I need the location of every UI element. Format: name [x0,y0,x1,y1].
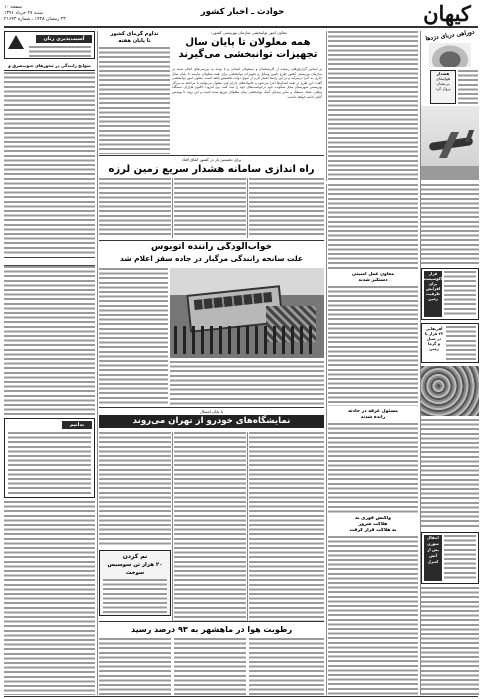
nem-box [99,550,171,616]
quake-text-3 [249,178,324,238]
right-box-2-labels [424,326,444,351]
right-box-1 [421,268,479,320]
right-box-3-line-4: آتش [428,553,438,558]
dardnameh-title: دوراهی دربای دزدها [425,28,475,43]
main-headline [172,37,324,61]
right-box-3-line-3: پس از [427,547,439,552]
right-col-head-1: معاون عمل امنیتی [351,272,395,277]
separator-bus [99,240,324,241]
main-headline-line-2: تجهیزات توانبخشی می‌گیرند [178,49,318,60]
right-box-2 [421,323,479,363]
dardnameh-sub-3: بی‌نشان [436,81,450,86]
right-box-1-line-2: اکوسیستم [422,276,442,281]
right-mid-text-top [328,31,418,181]
note-header: بدانیم [62,421,92,429]
tehran-kicker: با پایان امسال [200,409,223,414]
right-box-1-line-6: زمین [428,296,438,301]
col-divider-7 [247,432,248,622]
note-box [4,418,95,498]
dardnameh-sub-1: هشدار [436,71,450,76]
right-col-head-7: به هلاکت قرار گرفت [349,528,397,533]
airplane-photo [421,106,479,180]
issue-info [4,5,86,23]
crowd-photo [421,366,479,416]
clip-box [4,31,95,59]
left-column-text-2 [4,266,95,416]
bus-headline-line-1: خواب‌آلودگی راننده اتوبوس [151,242,272,252]
bottom-rule [4,696,478,697]
left-column-text-1 [4,72,95,255]
right-box-2-line-5: زمین [429,346,439,351]
issue-line-2: شنبه ۲۷ خرداد ۱۳۹۶ [4,11,44,16]
col-divider-6 [172,432,173,622]
col-divider-5 [420,31,421,695]
dardnameh-sub-4: پرواز کرد [435,86,451,91]
right-box-1-text [444,271,476,317]
col-divider-1 [97,31,98,695]
humidity-text-3 [249,638,324,695]
right-col-text-c [328,286,418,406]
clip-text [29,46,91,57]
main-kicker: معاون امور توانبخشی سازمان بهزیستی کشور: [211,30,287,35]
main-article-text: بر اساس گزارش‌های رسیده از کارشناسان و مسئولان استانی و با توجه به بررسی‌های انجام شده در سازمان بهزیستی کشور طرح تأمین وسایل و تجهیزات توانبخشی برای همه معلولان نیازمند تا پایان سال جاری به اجرا درمی‌آید و در این راستا اعتبار لازم از سوی دولت تخصیص یافته است. معاون امور توانبخشی گفت: این طرح در همه استان‌ها اجرا می‌شود و خانواده‌های دارای فرد معلول می‌توانند با مراجعه به مراکز بهزیستی شهرستان محل سکونت خود درخواست‌های خود را ثبت کنند. وی افزود: تاکنون هزاران دستگاه ویلچر، عصا، سمعک و سایر وسایل کمک توانبخشی میان معلولان توزیع شده است و این روند تا پوشش کامل ادامه خواهد داشت. [172,67,322,99]
center-left-text-1 [99,47,170,154]
right-col-head-5: واکنش فوری به [355,516,391,521]
note-text [8,432,91,495]
dardnameh-text [458,70,478,104]
right-box-1-line-5: ظرفیت [426,291,440,296]
left-subhead-1 [4,257,95,266]
tehran-headline: نمایشگاه‌های خودرو از تهران می‌روند [132,416,291,426]
right-col-text-e [421,419,479,529]
right-box-1-line-1: قرار [428,271,438,276]
side-top-line-1: تداوم گرمای کشور [110,31,159,37]
tehran-text-1 [99,432,171,547]
right-box-2-line-2: ۲۴ هزار تا [424,331,444,336]
tehran-text-3 [249,432,324,622]
dardnameh-sub-2: هواپیمای [435,76,451,81]
section-title: حوادث ـ اخبار کشور [200,7,285,17]
issue-line-3: ۲۳ رمضان ۱۴۳۸ ـ شماره ۲۱۶۴۳ [4,17,66,22]
right-box-3 [421,532,479,584]
bus-text-side [99,268,168,406]
right-box-3-text [444,535,476,581]
main-headline-line-1: همه معلولان تا پایان سال [185,37,311,48]
right-box-1-tab [424,271,442,317]
triangle-warning-icon [8,35,24,49]
right-box-1-line-4: افزایش [425,286,441,291]
bus-crash-photo [170,268,324,358]
dardnameh-art [429,43,471,67]
right-col-head-4: رانده شدند [360,415,386,420]
bus-text-under [170,361,324,406]
tehran-text-2 [174,432,246,622]
right-box-2-text [446,326,476,360]
humidity-text-1 [99,638,171,695]
col-divider-4 [326,184,327,695]
left-column-text-3 [4,501,95,695]
ground-strip [421,166,479,180]
right-col-head-2: دستگیر شدند [358,278,388,283]
people-silhouettes [174,326,314,354]
quake-headline: راه اندازی سامانه هشدار سریع زمین لرزه [108,164,315,175]
bus-headline [99,242,324,264]
side-top-headline [99,31,170,45]
right-box-2-line-4: و گرما [427,341,441,346]
clip-header: آسیب‌پذیری زنان [36,35,92,43]
quake-kicker: برای نخستین بار در کشور اتفاق افتاد [181,157,242,162]
right-col-text-b [421,184,479,266]
right-col-text-d [328,423,418,513]
col-divider-right [326,31,327,181]
humidity-headline: رطوبت هوا در ماهشهر به ۹۳ درصد رسید [130,625,293,634]
right-box-2-line-1: آفریقایی [425,326,443,331]
dardnameh-sub-box [430,70,456,104]
dardnameh-box [421,28,479,71]
col-divider-3 [247,178,248,238]
right-box-3-line-1: انتقال [427,535,439,540]
right-box-3-tab [424,535,442,581]
right-col-text-f [328,536,418,695]
health-header: سوانح رانندگی در محورهای جنوب‌شرق و [4,61,95,71]
right-col-head-6: هلاکت شرور [358,522,388,527]
side-top-line-2: تا پایان هفته [118,38,151,44]
col-divider-2 [172,178,173,238]
nem-title-2: ۲۰ هزار تن سوسیس [107,562,163,568]
right-box-1-line-3: برای [428,281,438,286]
bus-headline-line-2: علت سانحه رانندگی مرگبار در جاده سقز اعلام شد [120,254,303,263]
humidity-text-2 [174,638,246,695]
nem-title-1: نم کردن [122,553,148,560]
masthead-rule [4,26,478,28]
issue-line-1: صفحه ۱۰ [4,5,23,10]
right-col-text-g [421,587,479,695]
quake-text-2 [174,178,246,238]
right-box-3-line-2: سوری [427,541,439,546]
masthead-logo: کیهان [423,1,471,26]
right-col-head-3: مسئول غرفه در حادثه [348,409,398,414]
quake-text-1 [99,178,171,238]
right-box-3-line-5: کنترل [427,559,439,564]
separator-quake [99,155,324,156]
nem-title-3: سوخت [125,570,145,576]
right-box-2-line-3: در سیل [426,336,442,341]
right-col-text-a [328,184,418,269]
separator-tehran [99,407,324,408]
tehran-headline-bar [99,415,324,428]
separator-humidity [99,621,324,622]
nem-text [103,579,167,613]
